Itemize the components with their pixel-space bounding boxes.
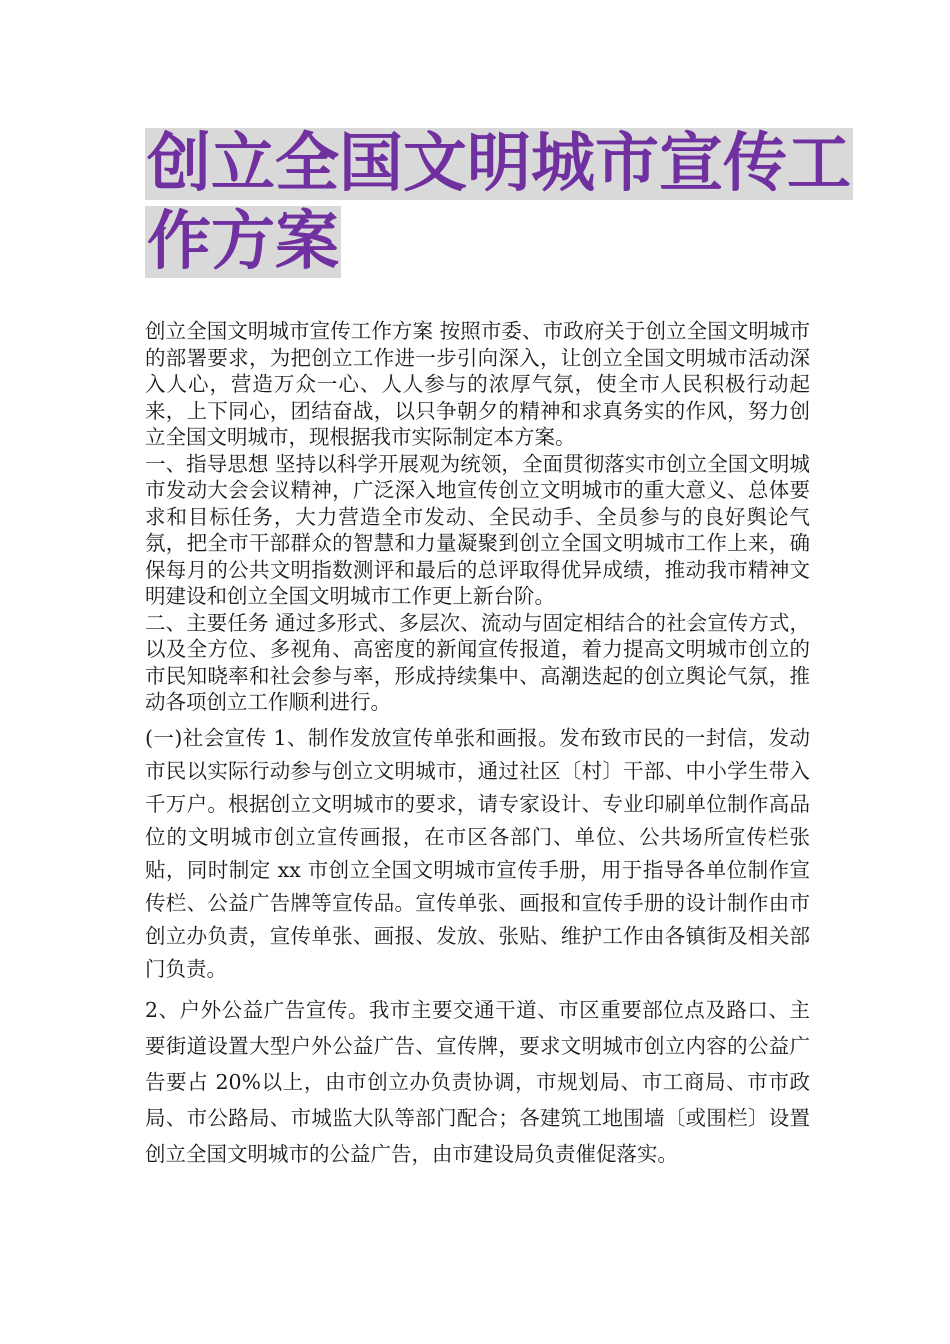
title-line-1: 创立全国文明城市宣传工: [147, 127, 851, 201]
paragraph-main-tasks: 二、主要任务 通过多形式、多层次、流动与固定相结合的社会宣传方式，以及全方位、多视角、高密度的新闻宣传报道，着力提高文明城市创立的市民知晓率和社会参与率，形成持续集中、高潮迭起的创立舆论气氛，推动各项创立工作顺利进行。: [145, 610, 810, 714]
paragraph-outdoor-ads: 2、户外公益广告宣传。我市主要交通干道、市区重要部位点及路口、主要街道设置大型户外公益广告、宣传牌，要求文明城市创立内容的公益广告要占 20%以上，由市创立办负责协调，市规划局、市工商局、市市政局、市公路局、市城监大队等部门配合；各建筑工地围墙〔或围栏〕设置创立全国文明城市的公益广告，由市建设局负责催促落实。: [145, 997, 810, 1166]
paragraph-intro: 创立全国文明城市宣传工作方案 按照市委、市政府关于创立全国文明城市的部署要求，为把创立工作进一步引向深入，让创立全国文明城市活动深入人心，营造万众一心、人人参与的浓厚气氛，使全市人民积极行动起来，上下同心，团结奋战，以只争朝夕的精神和求真务实的作风，努力创立全国文明城市，现根据我市实际制定本方案。: [145, 319, 810, 449]
title-line-2: 作方案: [147, 205, 339, 279]
paragraph-social-publicity: (一)社会宣传 1、制作发放宣传单张和画报。发布致市民的一封信，发动市民以实际行动参与创立文明城市，通过社区〔村〕干部、中小学生带入千万户。根据创立文明城市的要求，请专家设计、专业印刷单位制作高品位的文明城市创立宣传画报，在市区各部门、单位、公共场所宣传栏张贴，同时制定 xx 市创立全国文明城市宣传手册，用于指导各单位制作宣传栏、公益广告牌等宣传品。宣传单张、画报和宣传手册的设计制作由市创立办负责，宣传单张、画报、发放、张贴、维护工作由各镇街及相关部门负责。: [145, 725, 810, 981]
paragraph-guiding-ideology: 一、指导思想 坚持以科学开展观为统领，全面贯彻落实市创立全国文明城市发动大会会议精神，广泛深入地宣传创立文明城市的重大意义、总体要求和目标任务，大力营造全市发动、全民动手、全员参与的良好舆论气氛，把全市干部群众的智慧和力量凝聚到创立全国文明城市工作上来，确保每月的公共文明指数测评和最后的总评取得优异成绩，推动我市精神文明建设和创立全国文明城市工作更上新台阶。: [145, 451, 810, 608]
document-body: [145, 318, 810, 1172]
document-title: [145, 127, 851, 284]
